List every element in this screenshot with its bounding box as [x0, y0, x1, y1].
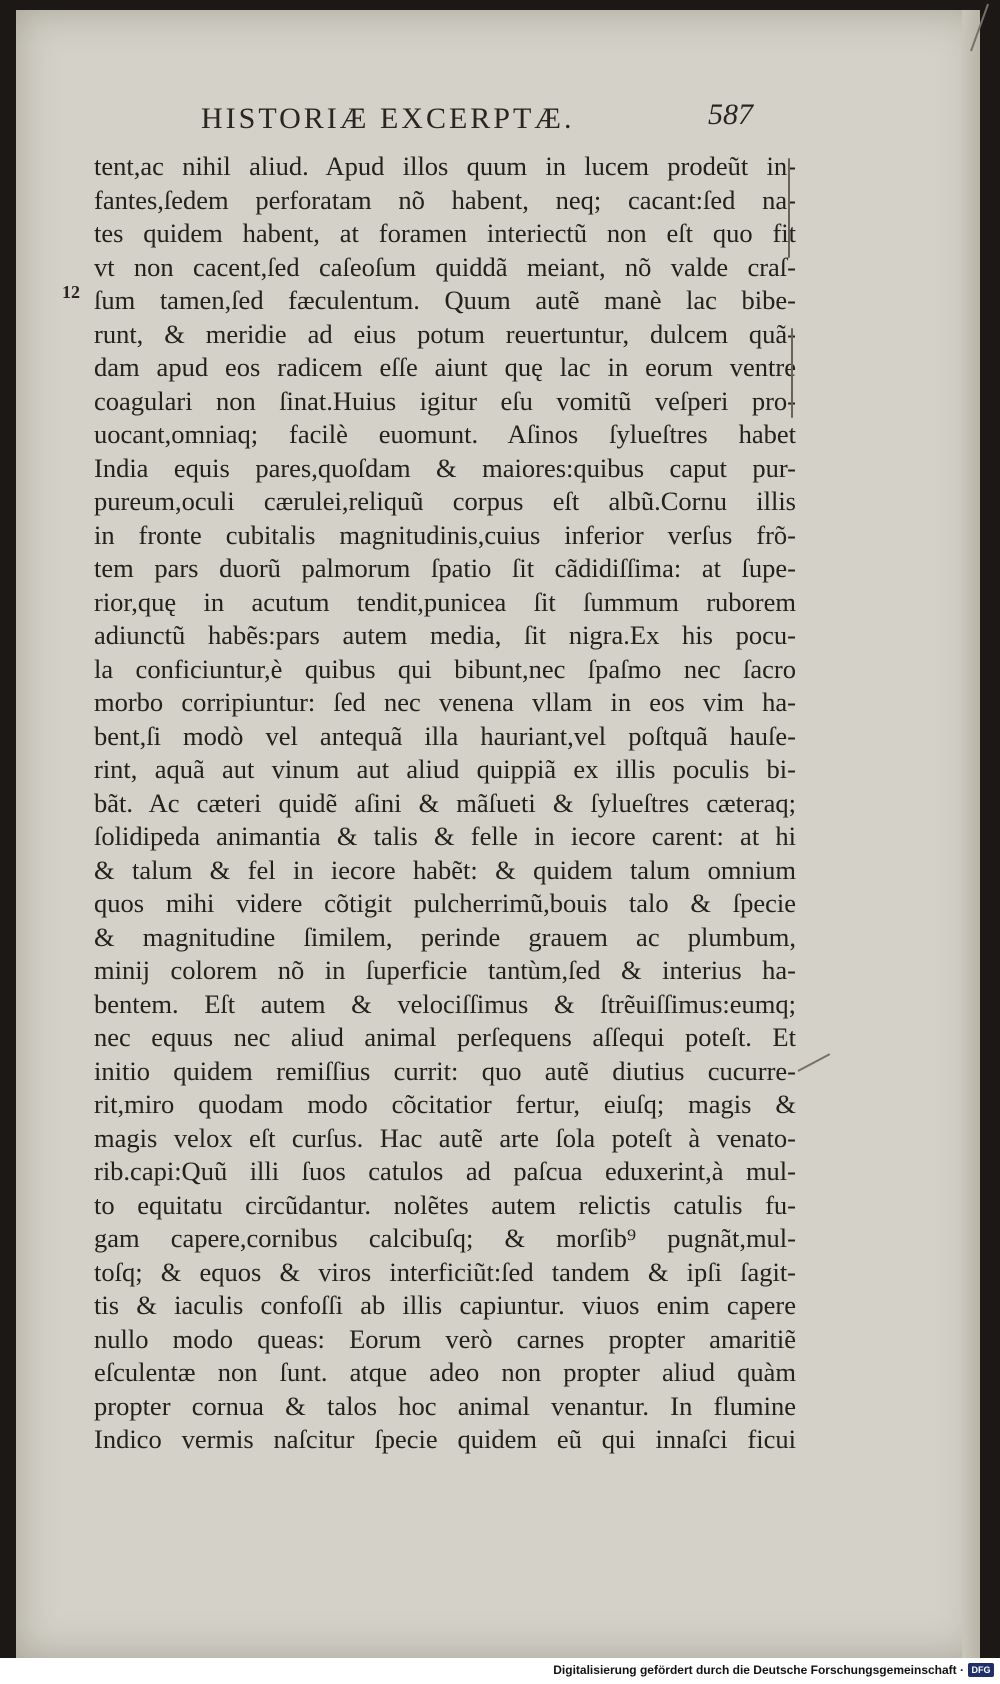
- text-line: tes quidem habent, at foramen interiectũ non eſt quo fit: [94, 218, 796, 248]
- text-line: propter cornua & talos hoc animal venantur. In flumine: [94, 1390, 796, 1421]
- text-line: runt, & meridie ad eius potum reuertuntur, dulcem quã-: [94, 318, 796, 349]
- text-line: rit,miro quodam modo cõcitatior fertur, eiuſq; magis &: [94, 1089, 796, 1119]
- funding-credit: Digitalisierung gefördert durch die Deutsche Forschungsgemeinschaft ·: [553, 1663, 964, 1677]
- page-number: 587: [708, 98, 753, 131]
- text-line: rib.capi:Quũ illi ſuos catulos ad paſcua eduxerint,à mul-: [94, 1156, 796, 1186]
- text-line: nullo modo queas: Eorum verò carnes propter amaritiẽ: [94, 1323, 796, 1354]
- text-line: initio quidem remiſſius currit: quo autẽ diutius cucurre-: [94, 1055, 796, 1086]
- text-line: bentem. Eſt autem & velociſſimus & ſtrẽuiſſimus:eumq;: [94, 988, 796, 1019]
- text-line: dam apud eos radicem eſſe aiunt quę lac in eorum ventre: [94, 352, 796, 382]
- text-line: in fronte cubitalis magnitudinis,cuius inferior verſus frõ-: [94, 519, 796, 550]
- text-line: fantes,ſedem perforatam nõ habent, neq; cacant:ſed na-: [94, 184, 796, 215]
- text-line: vt non cacent,ſed caſeoſum quiddã meiant, nõ valde craſ-: [94, 251, 796, 282]
- text-line: rior,quę in acutum tendit,punicea ſit ſummum ruborem: [94, 586, 796, 617]
- text-line: & magnitudine ſimilem, perinde grauem ac plumbum,: [94, 921, 796, 952]
- text-line: tem pars duorũ palmorum ſpatio ſit cãdidiſſima: at ſupe-: [94, 553, 796, 583]
- text-line: tis & iaculis confoſſi ab illis capiuntur. viuos enim capere: [94, 1290, 796, 1320]
- page-header: [16, 92, 980, 142]
- margin-bracket-mark: [788, 158, 790, 258]
- text-line: Indico vermis naſcitur ſpecie quidem eũ qui innaſci ficui: [94, 1424, 796, 1454]
- text-line: to equitatu circũdantur. nolẽtes autem relictis catulis fu-: [94, 1189, 796, 1220]
- text-line: ſolidipeda animantia & talis & felle in iecore carent: at hi: [94, 821, 796, 851]
- book-page: [16, 10, 980, 1658]
- text-line: coagulari non ſinat.Huius igitur eſu vomitũ veſperi pro-: [94, 385, 796, 416]
- text-line: tent,ac nihil aliud. Apud illos quum in lucem prodeũt in-: [94, 151, 796, 181]
- dfg-logo: DFG: [968, 1663, 994, 1677]
- margin-bracket-mark: [791, 328, 793, 418]
- text-line: magis velox eſt curſus. Hac autẽ arte ſola poteſt à venato-: [94, 1122, 796, 1153]
- text-line: bãt. Ac cæteri quidẽ aſini & mãſueti & ſylueſtres cæteraq;: [94, 787, 796, 818]
- text-line: India equis pares,quoſdam & maiores:quibus caput pur-: [94, 452, 796, 483]
- text-line: bent,ſi modò vel antequã illa hauriant,vel poſtquã hauſe-: [94, 720, 796, 751]
- body-text: [94, 150, 796, 1457]
- text-line: eſculentæ non ſunt. atque adeo non propter aliud quàm: [94, 1357, 796, 1387]
- text-line: ſum tamen,ſed fæculentum. Quum autẽ manè lac bibe-: [94, 285, 796, 315]
- margin-pen-stroke: [798, 1053, 831, 1072]
- digitization-footer: [0, 1658, 1000, 1684]
- text-line: minij colorem nõ in ſuperficie tantùm,ſed & interius ha-: [94, 955, 796, 985]
- text-line: gam capere,cornibus calcibuſq; & morſib⁹ pugnãt,mul-: [94, 1223, 796, 1253]
- text-line: la conficiuntur,è quibus qui bibunt,nec ſpaſmo nec ſacro: [94, 653, 796, 684]
- running-title: HISTORIÆ EXCERPTÆ.: [201, 102, 575, 135]
- text-line: toſq; & equos & viros interficiũt:ſed tandem & ipſi ſagit-: [94, 1256, 796, 1287]
- text-line: uocant,omniaq; facilè euomunt. Aſinos ſylueſtres habet: [94, 419, 796, 449]
- text-line: morbo corripiuntur: ſed nec venena vllam in eos vim ha-: [94, 687, 796, 717]
- margin-number: 12: [62, 282, 80, 302]
- text-line: & talum & fel in iecore habẽt: & quidem talum omnium: [94, 854, 796, 885]
- page-edge: [962, 10, 980, 1658]
- text-line: adiunctũ habẽs:pars autem media, ſit nigra.Ex his pocu-: [94, 620, 796, 650]
- text-line: quos mihi videre cõtigit pulcherrimũ,bouis talo & ſpecie: [94, 888, 796, 918]
- text-line: nec equus nec aliud animal perſequens aſſequi poteſt. Et: [94, 1022, 796, 1052]
- text-line: pureum,oculi cærulei,reliquũ corpus eſt albũ.Cornu illis: [94, 486, 796, 516]
- text-line: rint, aquã aut vinum aut aliud quippiã ex illis poculis bi-: [94, 754, 796, 784]
